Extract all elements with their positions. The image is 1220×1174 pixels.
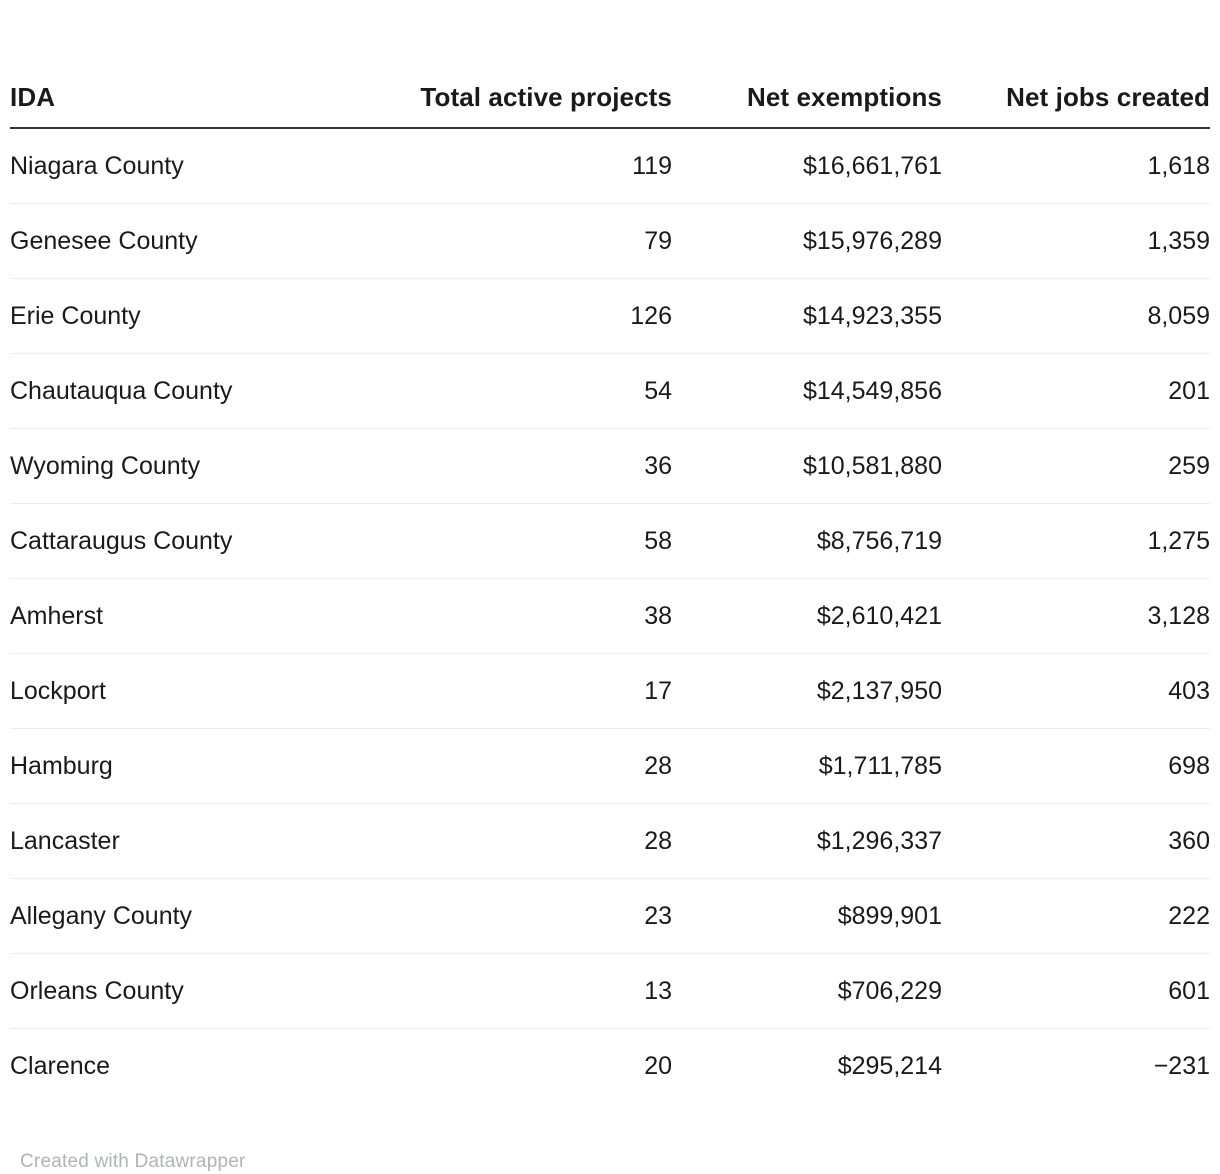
table-row: [10, 879, 1210, 954]
cell-net-exemptions: $2,137,950: [672, 654, 942, 729]
cell-ida: Lockport: [10, 654, 402, 729]
cell-net-jobs-created: 1,618: [942, 128, 1210, 204]
cell-net-exemptions: $899,901: [672, 879, 942, 954]
cell-net-exemptions: $14,923,355: [672, 279, 942, 354]
cell-total-active-projects: 126: [402, 279, 672, 354]
cell-ida: Chautauqua County: [10, 354, 402, 429]
cell-total-active-projects: 17: [402, 654, 672, 729]
cell-total-active-projects: 119: [402, 128, 672, 204]
cell-net-jobs-created: 201: [942, 354, 1210, 429]
cell-net-exemptions: $295,214: [837, 1052, 942, 1080]
column-header-net-jobs-created[interactable]: [942, 0, 1210, 128]
table-row: [10, 804, 1210, 879]
cell-net-exemptions: $1,296,337: [672, 804, 942, 879]
cell-net-jobs-created: −231: [1153, 1052, 1210, 1080]
cell-ida: Clarence: [10, 1052, 111, 1080]
column-header-total-active-projects-label: Total active projects: [420, 82, 672, 113]
table-row: [10, 204, 1210, 279]
cell-total-active-projects: 23: [402, 879, 672, 954]
table-header-row: [10, 0, 1210, 128]
cell-net-jobs-created: 360: [942, 804, 1210, 879]
cell-total-active-projects: 20: [644, 1052, 672, 1080]
data-table: [10, 0, 1210, 1103]
cell-net-jobs-created: 1,359: [942, 204, 1210, 279]
cell-net-jobs-created: 3,128: [942, 579, 1210, 654]
cell-net-exemptions: $8,756,719: [672, 504, 942, 579]
cell-net-jobs-created: 403: [942, 654, 1210, 729]
table-row: [10, 504, 1210, 579]
cell-net-exemptions: $14,549,856: [672, 354, 942, 429]
cell-total-active-projects: 13: [402, 954, 672, 1029]
cell-net-jobs-created: 259: [942, 429, 1210, 504]
cell-net-jobs-created: 8,059: [942, 279, 1210, 354]
column-header-total-active-projects[interactable]: [402, 0, 672, 128]
cell-net-jobs-created: 222: [942, 879, 1210, 954]
cell-ida: Hamburg: [10, 729, 402, 804]
column-header-net-exemptions[interactable]: [672, 0, 942, 128]
column-header-ida-label: IDA: [10, 82, 56, 113]
cell-net-jobs-created: 601: [942, 954, 1210, 1029]
cell-net-exemptions: $15,976,289: [672, 204, 942, 279]
cell-total-active-projects: 79: [402, 204, 672, 279]
cell-ida: Wyoming County: [10, 429, 402, 504]
table-row: [10, 654, 1210, 729]
cell-ida: Cattaraugus County: [10, 504, 402, 579]
cell-total-active-projects: 58: [402, 504, 672, 579]
cell-ida: Genesee County: [10, 204, 402, 279]
cell-ida: Allegany County: [10, 879, 402, 954]
table-row: [10, 954, 1210, 1029]
table-row: [10, 579, 1210, 654]
cell-ida: Erie County: [10, 279, 402, 354]
cell-net-exemptions: $10,581,880: [672, 429, 942, 504]
cell-total-active-projects: 36: [402, 429, 672, 504]
cell-net-exemptions: $706,229: [672, 954, 942, 1029]
cell-ida: Lancaster: [10, 804, 402, 879]
table-row: [10, 729, 1210, 804]
cell-total-active-projects: 54: [402, 354, 672, 429]
column-header-net-jobs-created-label: Net jobs created: [1006, 82, 1210, 113]
cell-net-exemptions: $2,610,421: [672, 579, 942, 654]
cell-net-jobs-created: 1,275: [942, 504, 1210, 579]
table-row: [10, 128, 1210, 204]
cell-total-active-projects: 28: [402, 804, 672, 879]
table-row: [10, 279, 1210, 354]
table-row: [10, 354, 1210, 429]
cell-ida: Orleans County: [10, 954, 402, 1029]
cell-net-jobs-created: 698: [942, 729, 1210, 804]
table-row: [10, 1029, 1210, 1104]
cell-net-exemptions: $16,661,761: [672, 128, 942, 204]
column-header-ida[interactable]: [10, 0, 402, 128]
table-header: [10, 0, 1210, 128]
cell-ida: Amherst: [10, 579, 402, 654]
table-body: [10, 128, 1210, 1103]
table-row: [10, 429, 1210, 504]
cell-net-exemptions: $1,711,785: [672, 729, 942, 804]
cell-total-active-projects: 38: [402, 579, 672, 654]
cell-ida: Niagara County: [10, 128, 402, 204]
cell-total-active-projects: 28: [402, 729, 672, 804]
datawrapper-credit[interactable]: Created with Datawrapper: [20, 1151, 246, 1172]
column-header-net-exemptions-label: Net exemptions: [746, 82, 942, 113]
